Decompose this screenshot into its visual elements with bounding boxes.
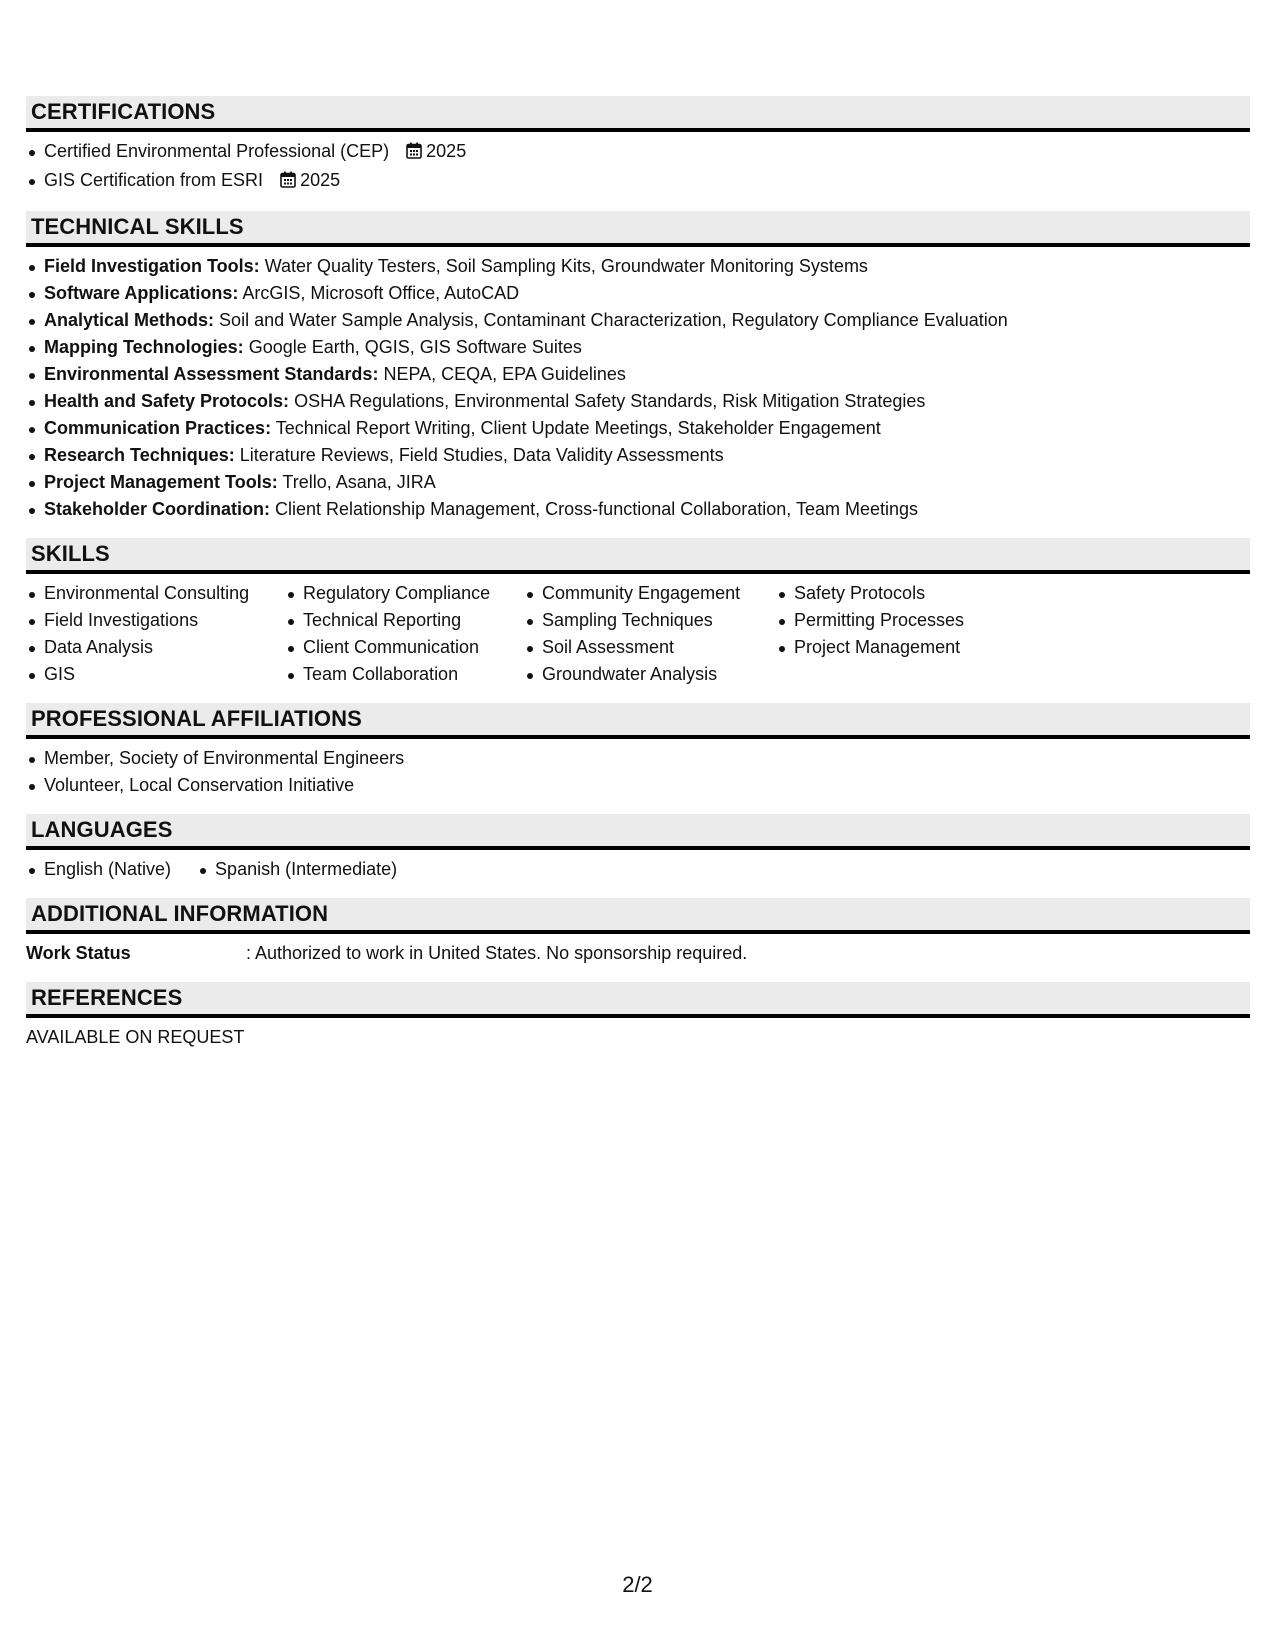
- list-item: Data Analysis: [26, 634, 285, 661]
- certification-year: 2025: [426, 141, 467, 161]
- work-status-row: [26, 940, 1250, 967]
- affiliations-header: [26, 703, 1250, 739]
- skill-category-label: Stakeholder Coordination:: [44, 499, 271, 519]
- languages-list: [26, 856, 423, 883]
- skills-section: [26, 538, 1250, 688]
- list-item: [26, 280, 1250, 307]
- list-item: [26, 442, 1250, 469]
- certifications-section: [26, 96, 1250, 196]
- list-item: Community Engagement: [524, 580, 776, 607]
- skill-category-label: Software Applications:: [44, 283, 239, 303]
- references-section: [26, 982, 1250, 1051]
- list-item: Soil Assessment: [524, 634, 776, 661]
- skill-category-label: Mapping Technologies:: [44, 337, 244, 357]
- work-status-label: Work Status: [26, 943, 131, 963]
- list-item: Sampling Techniques: [524, 607, 776, 634]
- list-item: [26, 138, 1250, 167]
- section-title: TECHNICAL SKILLS: [31, 214, 244, 239]
- skill-category-value: Water Quality Testers, Soil Sampling Kits, Groundwater Monitoring Systems: [264, 256, 868, 276]
- page-number: 2/2: [622, 1572, 653, 1597]
- list-item: Groundwater Analysis: [524, 661, 776, 688]
- certification-name: Certified Environmental Professional (CEP): [44, 141, 390, 161]
- skills-grid: [26, 580, 1250, 688]
- list-item: [26, 253, 1250, 280]
- certification-year: 2025: [300, 170, 341, 190]
- additional-info-section: [26, 898, 1250, 967]
- references-text: AVAILABLE ON REQUEST: [26, 1027, 245, 1047]
- languages-row: [26, 856, 1250, 883]
- section-title: ADDITIONAL INFORMATION: [31, 901, 329, 926]
- calendar-icon: [406, 140, 422, 167]
- list-item: Member, Society of Environmental Engineers: [26, 745, 1250, 772]
- list-item: Team Collaboration: [285, 661, 524, 688]
- skill-category-value: Client Relationship Management, Cross-functional Collaboration, Team Meetings: [275, 499, 919, 519]
- technical-skills-section: [26, 211, 1250, 523]
- work-status-value: : Authorized to work in United States. No sponsorship required.: [246, 943, 748, 963]
- list-item: Client Communication: [285, 634, 524, 661]
- list-item: [26, 167, 1250, 196]
- certifications-list: [26, 138, 1250, 196]
- technical-skills-header: [26, 211, 1250, 247]
- section-title: SKILLS: [31, 541, 110, 566]
- skill-category-value: NEPA, CEQA, EPA Guidelines: [383, 364, 626, 384]
- list-item: [26, 388, 1250, 415]
- list-item: [26, 469, 1250, 496]
- list-item: Environmental Consulting: [26, 580, 285, 607]
- skill-category-label: Field Investigation Tools:: [44, 256, 260, 276]
- technical-skills-list: [26, 253, 1250, 523]
- section-title: CERTIFICATIONS: [31, 99, 216, 124]
- skills-column: [26, 580, 285, 688]
- references-header: [26, 982, 1250, 1018]
- certification-name: GIS Certification from ESRI: [44, 170, 264, 190]
- list-item: GIS: [26, 661, 285, 688]
- section-title: LANGUAGES: [31, 817, 173, 842]
- languages-header: [26, 814, 1250, 850]
- skill-category-value: OSHA Regulations, Environmental Safety Standards, Risk Mitigation Strategies: [294, 391, 926, 411]
- skill-category-label: Environmental Assessment Standards:: [44, 364, 379, 384]
- skills-header: [26, 538, 1250, 574]
- list-item: Permitting Processes: [776, 607, 1026, 634]
- skill-category-value: Technical Report Writing, Client Update Meetings, Stakeholder Engagement: [275, 418, 881, 438]
- skill-category-value: Google Earth, QGIS, GIS Software Suites: [248, 337, 582, 357]
- skills-column: [285, 580, 524, 688]
- skill-category-label: Research Techniques:: [44, 445, 235, 465]
- languages-section: [26, 814, 1250, 883]
- skills-column: [524, 580, 776, 688]
- list-item: Spanish (Intermediate): [197, 856, 397, 883]
- skill-category-value: Literature Reviews, Field Studies, Data Validity Assessments: [239, 445, 724, 465]
- skills-column: [776, 580, 1026, 688]
- list-item: Volunteer, Local Conservation Initiative: [26, 772, 1250, 799]
- affiliations-list: [26, 745, 1250, 799]
- list-item: Project Management: [776, 634, 1026, 661]
- list-item: [26, 361, 1250, 388]
- skill-category-value: Soil and Water Sample Analysis, Contaminant Characterization, Regulatory Compliance Evaluation: [219, 310, 1008, 330]
- skill-category-label: Health and Safety Protocols:: [44, 391, 290, 411]
- list-item: [26, 496, 1250, 523]
- skill-category-value: Trello, Asana, JIRA: [282, 472, 436, 492]
- section-title: PROFESSIONAL AFFILIATIONS: [31, 706, 362, 731]
- section-title: REFERENCES: [31, 985, 183, 1010]
- skill-category-label: Project Management Tools:: [44, 472, 278, 492]
- list-item: Regulatory Compliance: [285, 580, 524, 607]
- list-item: Technical Reporting: [285, 607, 524, 634]
- additional-info-header: [26, 898, 1250, 934]
- list-item: [26, 415, 1250, 442]
- skill-category-value: ArcGIS, Microsoft Office, AutoCAD: [242, 283, 520, 303]
- list-item: [26, 307, 1250, 334]
- skill-category-label: Analytical Methods:: [44, 310, 215, 330]
- list-item: English (Native): [26, 856, 171, 883]
- affiliations-section: [26, 703, 1250, 799]
- calendar-icon: [280, 169, 296, 196]
- skill-category-label: Communication Practices:: [44, 418, 272, 438]
- resume-page: [26, 96, 1250, 1066]
- list-item: Safety Protocols: [776, 580, 1026, 607]
- list-item: Field Investigations: [26, 607, 285, 634]
- certifications-header: [26, 96, 1250, 132]
- list-item: [26, 334, 1250, 361]
